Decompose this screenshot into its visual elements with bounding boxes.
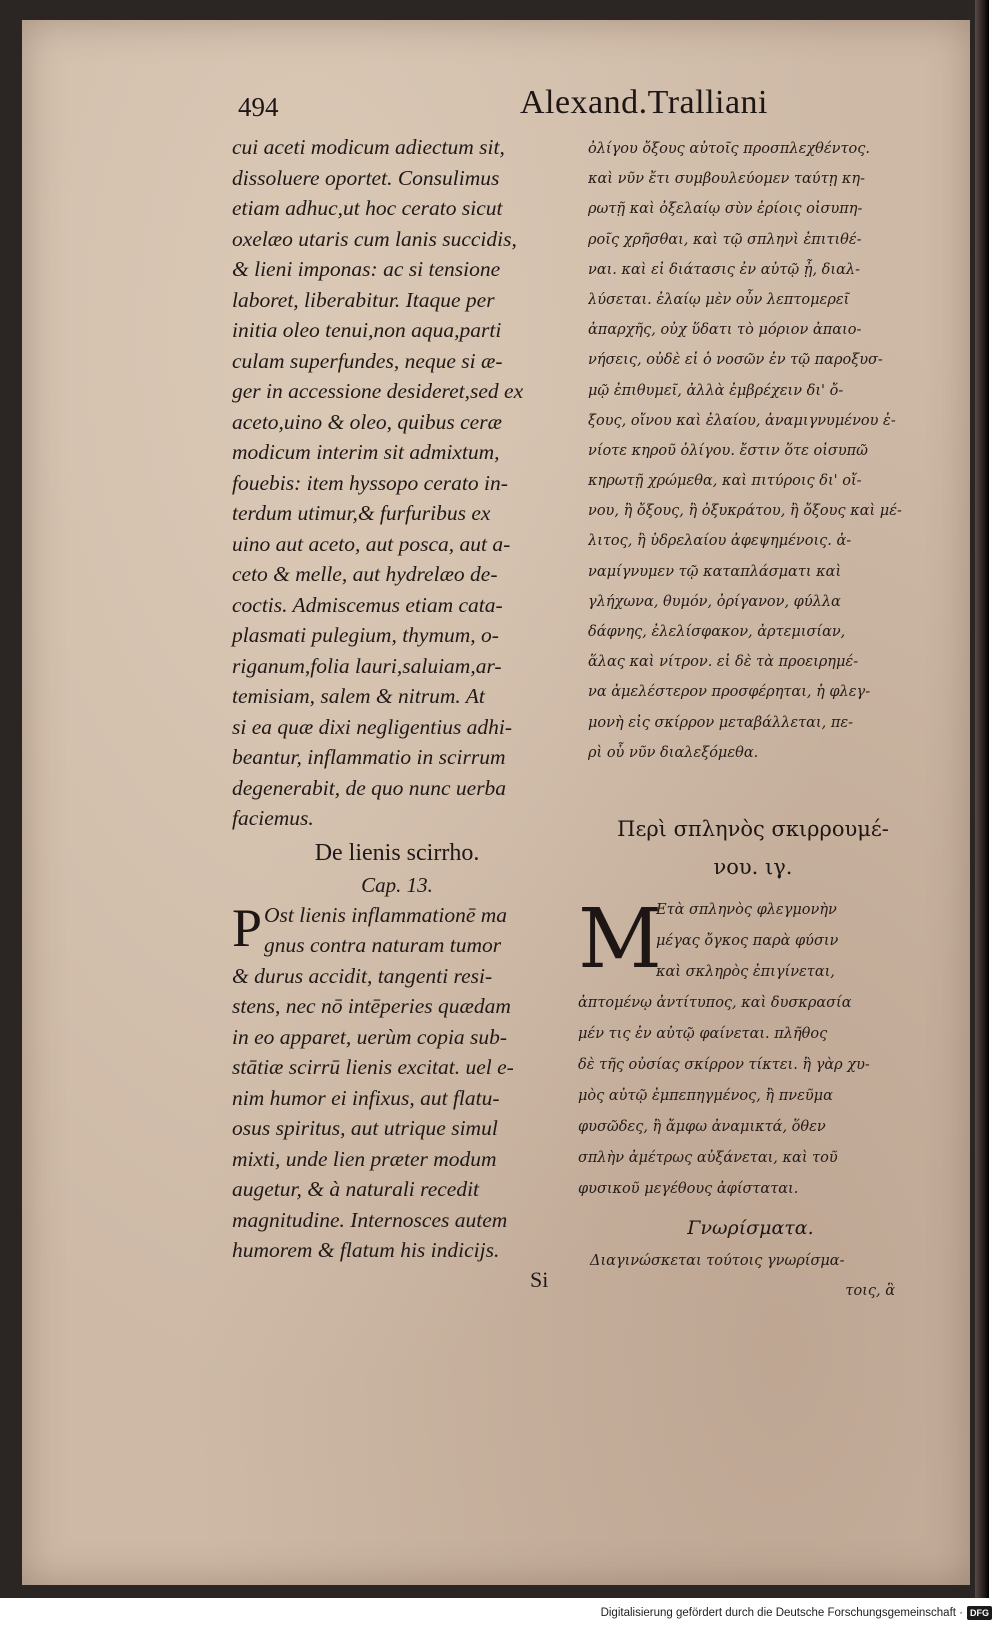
latin-paragraph: [232, 897, 562, 1266]
text-line: καὶ νῦν ἔτι συμβουλεύομεν ταύτῃ κη-: [588, 171, 865, 188]
text-line: gnus contra naturam tumor: [264, 933, 502, 957]
latin-chapter-number: Cap. 13.: [361, 872, 433, 897]
text-line: etiam adhuc,ut hoc cerato sicut: [232, 196, 503, 220]
text-line: nim humor ei infixus, aut flatu-: [232, 1085, 500, 1110]
text-line: δὲ τῆς οὐσίας σκίρρον τίκτει. ἢ γὰρ χυ-: [578, 1057, 870, 1073]
text-line: μονὴ εἰς σκίρρον μεταβάλλεται, πε-: [588, 714, 854, 731]
text-line: φυσικοῦ μεγέθους ἀφίσταται.: [578, 1181, 799, 1197]
text-line: ὀλίγου ὄξους αὐτοῖς προσπλεχθέντος.: [588, 141, 870, 157]
text-line: μὸς αὐτῷ ἐμπεπηγμένος, ἢ πνεῦμα: [578, 1088, 833, 1104]
text-line: μέγας ὄγκος παρὰ φύσιν: [656, 933, 839, 949]
greek-column: [588, 134, 924, 768]
text-line: δάφνης, ἐλελίσφακον, ἀρτεμισίαν,: [588, 624, 846, 640]
greek-heading-line: νου. ιγ.: [713, 855, 793, 879]
text-line: coctis. Admiscemus etiam cata-: [232, 592, 503, 617]
text-line: καὶ σκληρὸς ἐπιγίνεται,: [656, 964, 835, 980]
text-line: in eo apparet, uerùm copia sub-: [232, 1024, 508, 1049]
text-line: ξους, οἴνου καὶ ἐλαίου, ἀναμιγνυμένου ἐ-: [588, 412, 896, 429]
running-title: Alexand.Tralliani: [519, 84, 768, 121]
text-line: ἅλας καὶ νίτρον. εἰ δὲ τὰ προειρημέ-: [588, 654, 859, 671]
text-line: ἀπαρχῆς, οὐχ ὕδατι τὸ μόριον ἀπαιο-: [588, 322, 862, 339]
text-line: fouebis: item hyssopo cerato in-: [232, 470, 508, 495]
text-line: γλήχωνα, θυμόν, ὀρίγανον, φύλλα: [588, 593, 841, 610]
text-line: ναι. καὶ εἰ διάτασις ἐν αὐτῷ ᾖ, διαλ-: [588, 261, 860, 278]
greek-dropcap: Μ: [578, 892, 662, 987]
latin-section-heading: De lienis scirrho.: [314, 839, 480, 866]
text-line: dissoluere oportet. Consulimus: [232, 165, 500, 190]
text-line: culam superfundes, neque si æ-: [232, 348, 503, 373]
text-line: faciemus.: [232, 806, 314, 830]
text-line: cui aceti modicum adiectum sit,: [232, 135, 505, 159]
text-line: Ετὰ σπληνὸς φλεγμονὴν: [656, 902, 837, 918]
text-line: oxelæo utaris cum lanis succidis,: [232, 226, 517, 251]
text-line: νου, ἢ ὄξους, ἢ ὀξυκράτου, ἢ ὄξους καὶ μέ-: [588, 503, 902, 520]
text-line: κηρωτῇ χρώμεθα, καὶ πιτύροις δι' οἴ-: [588, 473, 862, 490]
text-line: φυσῶδες, ἢ ἄμφω ἀναμικτά, ὅθεν: [578, 1119, 826, 1135]
page-header: [238, 84, 768, 132]
greek-paragraph: [578, 892, 923, 1205]
text-line: Διαγινώσκεται τούτοις γνωρίσμα-: [590, 1253, 845, 1269]
text-line: riganum,folia lauri,saluiam,ar-: [232, 653, 502, 678]
text-line: & lieni imponas: ac si tensione: [232, 257, 501, 281]
text-line: si ea quæ dixi negligentius adhi-: [232, 714, 513, 739]
text-line: λύσεται. ἐλαίῳ μὲν οὖν λεπτομερεῖ: [588, 291, 850, 308]
text-line: uino aut aceto, aut posca, aut a-: [232, 531, 511, 556]
greek-subheading: Γνωρίσματα.: [687, 1217, 814, 1239]
text-line: σπλὴν ἀμέτρως αὐξάνεται, καὶ τοῦ: [578, 1150, 838, 1166]
greek-heading-line: Περὶ σπληνὸς σκιρρουμέ-: [617, 817, 889, 841]
greek-section-heading: [578, 810, 928, 886]
text-line: ger in accessione desideret,sed ex: [232, 379, 524, 403]
text-line: μέν τις ἐν αὐτῷ φαίνεται. πλῆθος: [578, 1026, 828, 1042]
text-line: magnitudine. Internosces autem: [232, 1207, 508, 1232]
text-line: ροῖς χρῆσθαι, καὶ τῷ σπληνὶ ἐπιτιθέ-: [588, 231, 862, 248]
scan-edge: [975, 0, 989, 1598]
greek-paragraph-2: [590, 1246, 925, 1306]
text-line: ρωτῇ καὶ ὀξελαίῳ σὺν ἐρίοις οἰσυπη-: [588, 201, 863, 218]
text-line: τοις, ἃ: [845, 1283, 895, 1299]
credit-text: Digitalisierung gefördert durch die Deutsche Forschungsgemeinschaft ·: [600, 1607, 963, 1619]
latin-dropcap: P: [232, 897, 263, 958]
text-line: ceto & melle, aut hydrelæo de-: [232, 562, 498, 586]
text-line: ἀπτομένῳ ἀντίτυπος, καὶ δυσκρασία: [578, 995, 852, 1011]
text-line: humorem & flatum his indicijs.: [232, 1238, 500, 1262]
text-line: ρὶ οὗ νῦν διαλεξόμεθα.: [588, 744, 759, 761]
digitization-credit: [601, 1604, 992, 1622]
text-line: degenerabit, de quo nunc uerba: [232, 775, 507, 800]
text-line: να ἀμελέστερον προσφέρηται, ἡ φλεγ-: [588, 684, 871, 701]
text-line: initia oleo tenui,non aqua,parti: [232, 318, 502, 342]
text-line: λιτος, ἢ ὑδρελαίου ἀφεψημένοις. ἀ-: [588, 533, 852, 550]
text-line: osus spiritus, aut utrique simul: [232, 1116, 498, 1140]
text-line: laboret, liberabitur. Itaque per: [232, 287, 495, 312]
text-line: mixti, unde lien præter modum: [232, 1146, 497, 1171]
text-line: modicum interim sit admixtum,: [232, 440, 500, 464]
text-line: temisiam, salem & nitrum. At: [232, 684, 485, 708]
text-line: terdum utimur,& furfuribus ex: [232, 501, 491, 525]
text-line: νήσεις, οὐδὲ εἰ ὁ νοσῶν ἐν τῷ παροξυσ-: [588, 352, 883, 369]
folio-number: 494: [238, 92, 279, 122]
text-line: augetur, & à naturali recedit: [232, 1177, 480, 1201]
text-line: stens, nec nō intēperies quædam: [232, 994, 511, 1018]
text-line: & durus accidit, tangenti resi-: [232, 963, 493, 988]
latin-column: [232, 132, 562, 1266]
text-line: νίοτε κηροῦ ὀλίγου. ἔστιν ὅτε οἰσυπῶ: [588, 442, 868, 459]
text-line: μῷ ἐπιθυμεῖ, ἀλλὰ ἐμβρέχειν δι' ὄ-: [588, 382, 844, 399]
text-line: ναμίγνυμεν τῷ καταπλάσματι καὶ: [588, 563, 842, 580]
text-line: stātiæ scirrū lienis excitat. uel e-: [232, 1055, 514, 1079]
text-line: Ost lienis inflammationē ma: [264, 902, 508, 927]
text-line: beantur, inflammatio in scirrum: [232, 745, 506, 769]
text-line: plasmati pulegium, thymum, o-: [232, 623, 499, 647]
text-line: aceto,uino & oleo, quibus ceræ: [232, 409, 502, 434]
catchword: Si: [530, 1267, 549, 1292]
dfg-logo: DFG: [967, 1606, 992, 1620]
